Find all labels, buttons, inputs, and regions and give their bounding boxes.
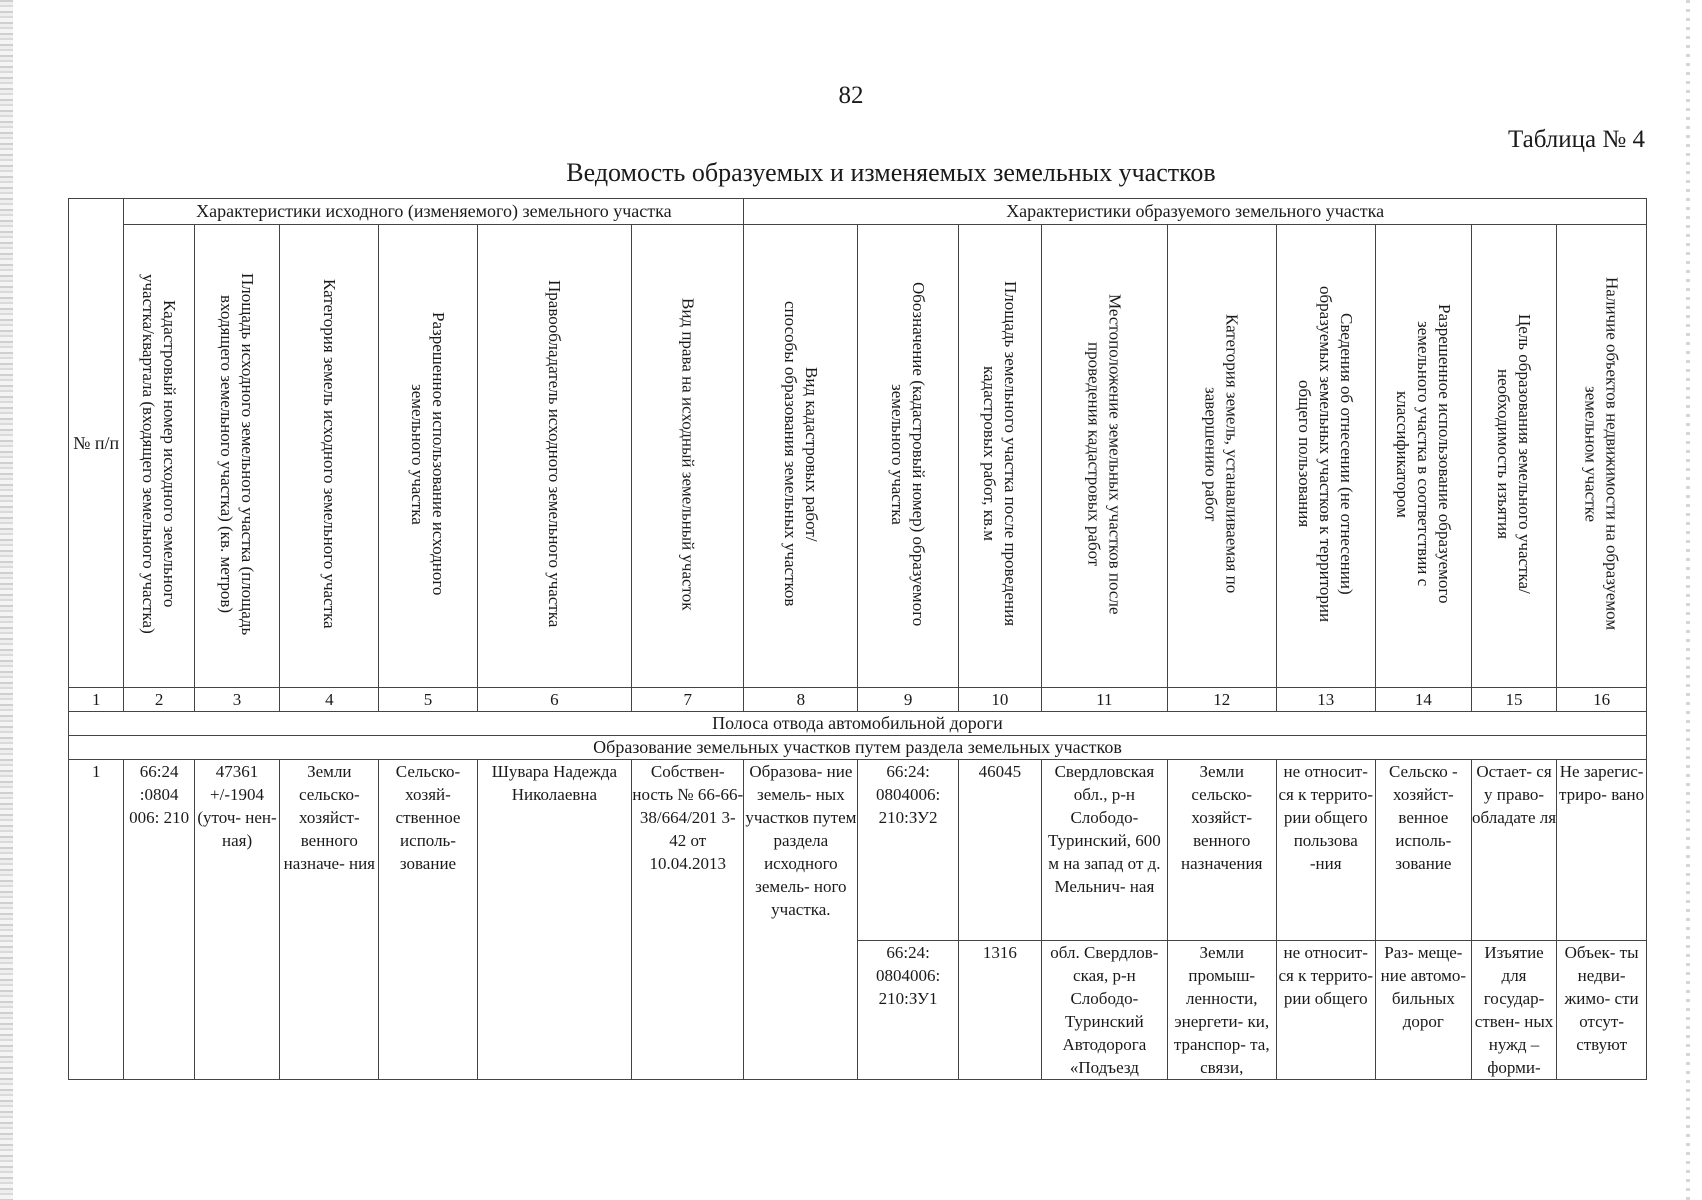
header-npp: № п/п — [69, 199, 124, 688]
source-use-cell: Сельско- хозяй- ственное исполь- зование — [379, 760, 477, 1080]
header-group-formed: Характеристики образуемого земельного участка — [744, 199, 1647, 225]
column-number: 15 — [1471, 688, 1556, 712]
header-col-15: Цель образования земельного участка/ необходимость изъятия — [1471, 225, 1556, 688]
section-title: Полоса отвода автомобильной дороги — [69, 712, 1647, 736]
header-col-16: Наличие объектов недвижимости на образуемом земельном участке — [1557, 225, 1647, 688]
column-number: 11 — [1041, 688, 1167, 712]
header-col-5: Разрешенное использование исходного земельного участка — [379, 225, 477, 688]
column-number: 5 — [379, 688, 477, 712]
header-col-8: Вид кадастровых работ/ способы образования земельных участков — [744, 225, 858, 688]
column-number: 3 — [194, 688, 279, 712]
source-category-cell: Земли сельско- хозяйст- венного назначе- ния — [280, 760, 379, 1080]
row-npp: 1 — [69, 760, 124, 1080]
header-col-3: Площадь исходного земельного участка (площадь входящего земельного участка) (кв. метров) — [194, 225, 279, 688]
column-number: 4 — [280, 688, 379, 712]
column-number: 12 — [1167, 688, 1276, 712]
header-col-14: Разрешенное использование образуемого земельного участка в соответствии с классификатором — [1375, 225, 1471, 688]
column-numbers-row — [69, 688, 1647, 712]
right-type-cell: Собствен- ность № 66-66- 38/664/201 3-42 от 10.04.2013 — [632, 760, 744, 1080]
permitted-use-cell: Сельско - хозяйст- венное исполь- зование — [1375, 760, 1471, 941]
column-number: 8 — [744, 688, 858, 712]
owner-cell: Шувара Надежда Николаевна — [477, 760, 632, 1080]
header-group-row — [69, 199, 1647, 225]
column-number: 10 — [958, 688, 1041, 712]
category-cell: Земли промыш- ленности, энергети- ки, транспор- та, связи, — [1167, 941, 1276, 1080]
designation-cell: 66:24: 0804006: 210:ЗУ2 — [858, 760, 958, 941]
column-number: 2 — [124, 688, 194, 712]
location-cell: обл. Свердлов- ская, р-н Слободо- Туринский Автодорога «Подъезд — [1041, 941, 1167, 1080]
column-number: 14 — [1375, 688, 1471, 712]
section-subtitle: Образование земельных участков путем раздела земельных участков — [69, 736, 1647, 760]
column-number: 7 — [632, 688, 744, 712]
header-col-2: Кадастровый номер исходного земельного участка/квартала (входящего земельного участка) — [124, 225, 194, 688]
area-cell: 1316 — [958, 941, 1041, 1080]
objects-cell: Объек- ты недви- жимо- сти отсут- ствуют — [1557, 941, 1647, 1080]
column-number: 9 — [858, 688, 958, 712]
location-cell: Свердловская обл., р-н Слободо- Туринский, 600 м на запад от д. Мельнич- ная — [1041, 760, 1167, 941]
column-number: 6 — [477, 688, 632, 712]
purpose-cell: Остает- ся у право- обладате ля — [1471, 760, 1556, 941]
category-cell: Земли сельско- хозяйст- венного назначения — [1167, 760, 1276, 941]
header-col-4: Категория земель исходного земельного участка — [280, 225, 379, 688]
section-row-road — [69, 712, 1647, 736]
column-number: 13 — [1276, 688, 1375, 712]
land-plots-table — [68, 198, 1647, 1080]
public-use-cell: не относит- ся к террито- рии общего — [1276, 941, 1375, 1080]
source-area-cell: 47361 +/-1904 (уточ- нен- ная) — [194, 760, 279, 1080]
header-columns-row — [69, 225, 1647, 688]
source-cadastral-cell: 66:24 :0804 006: 210 — [124, 760, 194, 1080]
permitted-use-cell: Раз- меще- ние автомо- бильных дорог — [1375, 941, 1471, 1080]
document-title: Ведомость образуемых и изменяемых земельных участков — [566, 158, 1216, 187]
page-number: 82 — [838, 82, 864, 109]
public-use-cell: не относит- ся к террито- рии общего пользова -ния — [1276, 760, 1375, 941]
section-row-division — [69, 736, 1647, 760]
header-col-7: Вид права на исходный земельный участок — [632, 225, 744, 688]
header-col-10: Площадь земельного участка после проведения кадастровых работ, кв.м — [958, 225, 1041, 688]
header-col-6: Правообладатель исходного земельного участка — [477, 225, 632, 688]
header-col-12: Категория земель, устанавливаемая по завершению работ — [1167, 225, 1276, 688]
table-row — [69, 760, 1647, 941]
header-col-11: Местоположение земельных участков после проведения кадастровых работ — [1041, 225, 1167, 688]
column-number: 16 — [1557, 688, 1647, 712]
column-number: 1 — [69, 688, 124, 712]
header-col-9: Обозначение (кадастровый номер) образуемого земельного участка — [858, 225, 958, 688]
purpose-cell: Изъятие для государ- ствен- ных нужд – форми- — [1471, 941, 1556, 1080]
designation-cell: 66:24: 0804006: 210:ЗУ1 — [858, 941, 958, 1080]
header-col-13: Сведения об отнесении (не отнесении) образуемых земельных участков к территории общего пользования — [1276, 225, 1375, 688]
header-group-source: Характеристики исходного (изменяемого) земельного участка — [124, 199, 744, 225]
table-label: Таблица № 4 — [1507, 126, 1645, 153]
work-type-cell: Образова- ние земель- ных участков путем раздела исходного земель- ного участка. — [744, 760, 858, 1080]
area-cell: 46045 — [958, 760, 1041, 941]
objects-cell: Не зарегис- триро- вано — [1557, 760, 1647, 941]
